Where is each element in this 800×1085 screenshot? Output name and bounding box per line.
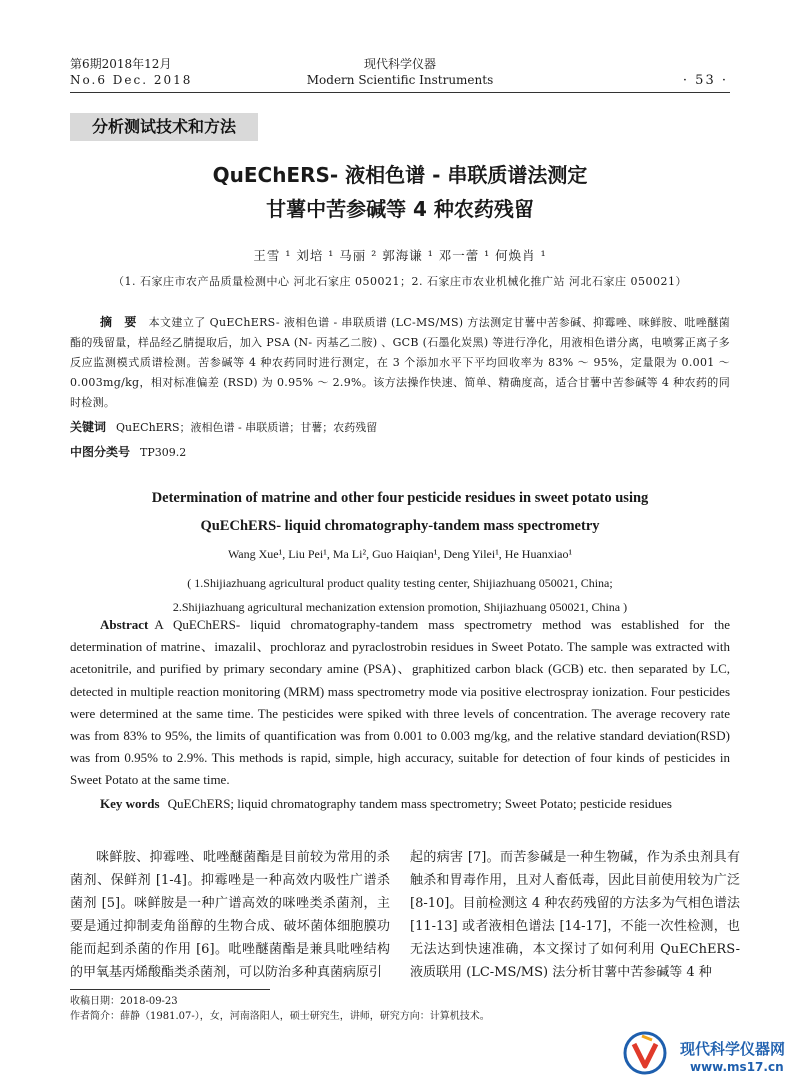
affiliation-en-line1: ( 1.Shijiazhuang agricultural product quality testing center, Shijiazhuang 050021, China; <box>187 576 613 590</box>
watermark-logo-icon <box>622 1030 668 1076</box>
footnote-divider <box>70 989 270 990</box>
abstract-en-label: Abstract <box>100 617 149 632</box>
abstract-en <box>70 614 730 792</box>
keywords-en <box>100 796 672 812</box>
journal-title <box>250 56 550 88</box>
title-en-line1: Determination of matrine and other four pesticide residues in sweet potato using <box>151 490 649 506</box>
journal-en: Modern Scientific Instruments <box>306 73 494 87</box>
issue-en: No.6 Dec. 2018 <box>70 73 193 87</box>
title-cn-line1: QuEChERS- 液相色谱 - 串联质谱法测定 <box>212 163 588 187</box>
abstract-cn <box>70 312 730 413</box>
journal-cn: 现代科学仪器 <box>363 57 436 71</box>
abstract-en-text: A QuEChERS- liquid chromatography-tandem mass spectrometry method was established for the determination of matrine、imazalil、prochloraz and pyraclostrobin residues in Sweet Potato. The sample was extracted with acetonitrile, and purified by primary secondary amine (PSA)、graphitized carbon black (GCB) etc. then separated by LC, detected in multiple reaction monitoring (MRM) mass spectrometry mode via positive electrospray ionization. Four pesticides were determined at the same time. The pesticides were spiked with three levels of concentration. The average recovery rate was from 83% to 95%, the limits of quantification was from 0.001 to 0.003 mg/kg, and the relative standard deviation(RSD) was from 0.95% to 2.9%. This methods is rapid, simple, high accuracy, suitable for detection of four kinds of pesticides in Sweet Potato at the same time. <box>70 617 730 788</box>
keywords-cn <box>70 418 377 435</box>
header-divider <box>70 92 730 93</box>
footnote-author: 作者简介：薛静（1981.07-），女，河南洛阳人，硕士研究生，讲师，研究方向：计算机技术。 <box>70 1011 490 1022</box>
footnote-received: 收稿日期：2018-09-23 <box>70 996 178 1007</box>
affiliation-en-line2: 2.Shijiazhuang agricultural mechanization extension promotion, Shijiazhuang 050021, China ) <box>172 600 628 614</box>
clc-label: 中图分类号 <box>70 445 131 459</box>
clc-number <box>70 443 186 460</box>
clc-text: TP309.2 <box>140 446 187 459</box>
authors-en: Wang Xue¹, Liu Pei¹, Ma Li², Guo Haiqian¹, Deng Yilei¹, He Huanxiao¹ <box>227 547 573 561</box>
affiliation-en <box>70 571 730 619</box>
keywords-en-label: Key words <box>100 796 160 811</box>
section-tag: 分析测试技术和方法 <box>70 113 258 141</box>
body-column-left: 咪鲜胺、抑霉唑、吡唑醚菌酯是目前较为常用的杀菌剂、保鲜剂 [1-4]。抑霉唑是一种高效内吸性广谱杀菌剂 [5]。咪鲜胺是一种广谱高效的咪唑类杀菌剂，主要是通过抑制麦角甾醇的生物合成、破坏菌体细胞膜功能而起到杀菌的作用 [6]。吡唑醚菌酯是兼具吡唑结构的甲氧基丙烯酸酯类杀菌剂，可以防治多种真菌病原引 <box>70 850 390 980</box>
title-en-line2: QuEChERS- liquid chromatography-tandem mass spectrometry <box>200 518 600 534</box>
keywords-en-text: QuEChERS; liquid chromatography tandem mass spectrometry; Sweet Potato; pesticide residues <box>167 796 672 811</box>
abstract-cn-text: 本文建立了 QuEChERS- 液相色谱 - 串联质谱 (LC-MS/MS) 方法测定甘薯中苦参碱、抑霉唑、咪鲜胺、吡唑醚菌酯的残留量，样品经乙腈提取后，加入 PSA (N- 丙基乙二胺) 、GCB (石墨化炭黑) 等进行净化，用液相色谱分离，电喷雾正离子多反应监测模式质谱检测。苦参碱等 4 种农药同时进行测定，在 3 个添加水平下平均回收率为 83% ～ 95%，定量限为 0.001 ～ 0.003mg/kg，相对标准偏差 (RSD) 为 0.95% ～ 2.9%。该方法操作快速、简单、精确度高，适合甘薯中苦参碱等 4 种农药的同时检测。 <box>70 316 730 409</box>
title-cn-line2: 甘薯中苦参碱等 4 种农药残留 <box>266 197 534 221</box>
keywords-cn-label: 关键词 <box>70 420 107 434</box>
page-number: · 53 · <box>682 73 728 88</box>
title-cn <box>70 158 730 226</box>
authors-cn: 王雪 ¹ 刘培 ¹ 马丽 ² 郭海谦 ¹ 邓一蕾 ¹ 何焕肖 ¹ <box>253 248 547 263</box>
body-column-right: 起的病害 [7]。而苦参碱是一种生物碱，作为杀虫剂具有触杀和胃毒作用，且对人畜低毒，因此目前使用较为广泛 [8-10]。目前检测这 4 种农药残留的方法多为气相色谱法 [11-13] 或者液相色谱法 [14-17]，不能一次性检测，也无法达到快速准确，本文探讨了如何利用 QuEChERS-液质联用 (LC-MS/MS) 法分析甘薯中苦参碱等 4 种 <box>410 850 740 980</box>
watermark-name: 现代科学仪器网 <box>680 1040 786 1058</box>
title-en <box>70 484 730 540</box>
affiliation-cn: （1. 石家庄市农产品质量检测中心 河北石家庄 050021；2. 石家庄市农业机械化推广站 河北石家庄 050021） <box>113 275 687 288</box>
abstract-cn-label: 摘 要 <box>100 315 141 329</box>
issue-cn: 第6期2018年12月 <box>70 57 172 71</box>
watermark-url: www.ms17.cn <box>690 1060 784 1074</box>
issue-info <box>70 56 192 88</box>
footnote <box>70 994 490 1024</box>
keywords-cn-text: QuEChERS；液相色谱 - 串联质谱；甘薯；农药残留 <box>116 421 378 434</box>
